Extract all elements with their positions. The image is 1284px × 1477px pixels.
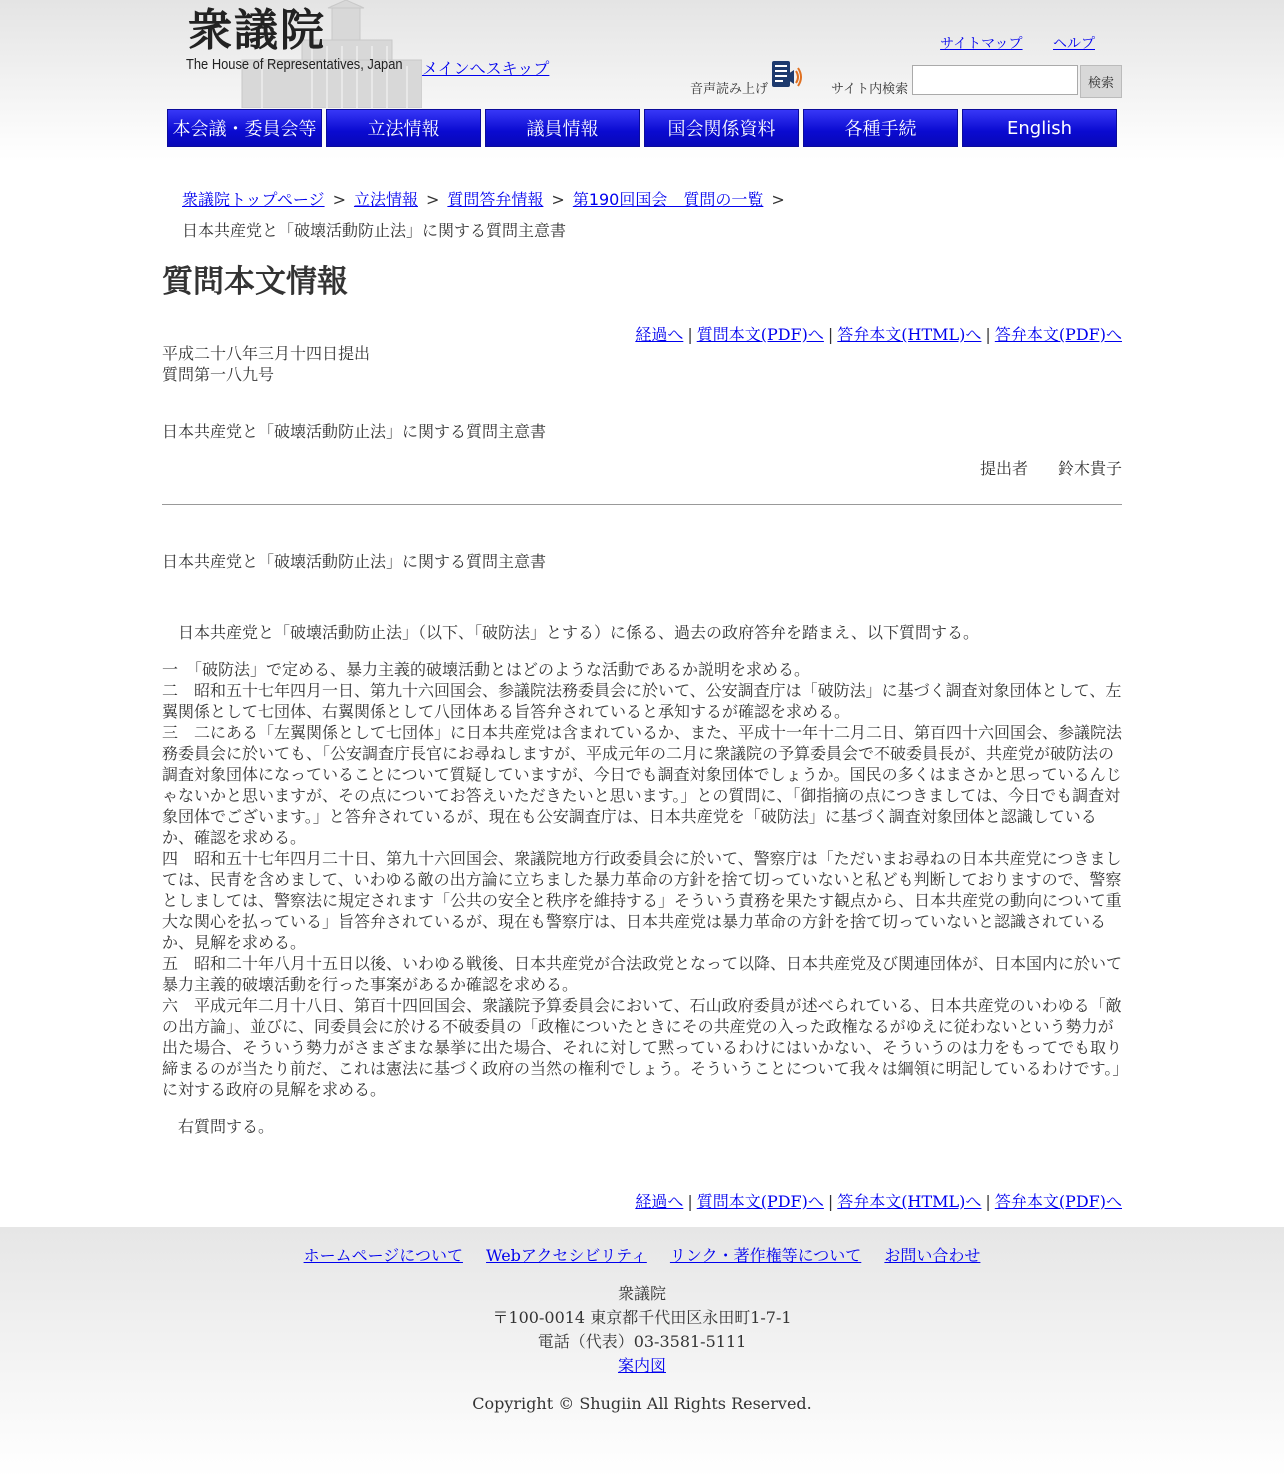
footer-copyright-link[interactable]: リンク・著作権等について <box>669 1246 862 1265</box>
search-label: サイト内検索 <box>831 82 909 97</box>
skip-to-main-link[interactable]: メインへスキップ <box>422 59 550 78</box>
answer-html-link[interactable]: 答弁本文(HTML)へ <box>837 1192 982 1211</box>
nav-legislation[interactable]: 立法情報 <box>326 109 481 147</box>
footer-map-link[interactable]: 案内図 <box>617 1356 666 1375</box>
global-nav <box>167 109 1117 147</box>
breadcrumb-separator: > <box>771 190 785 209</box>
divider <box>162 504 1122 505</box>
nav-members[interactable]: 議員情報 <box>485 109 640 147</box>
footer-address-block <box>0 1282 1284 1378</box>
page-title: 質問本文情報 <box>162 264 348 300</box>
breadcrumb-legislation[interactable]: 立法情報 <box>353 190 418 209</box>
doc-nav-separator: | <box>827 325 834 344</box>
nav-plenary-committee[interactable]: 本会議・委員会等 <box>167 109 322 147</box>
footer-links <box>0 1243 1284 1266</box>
sitemap-link[interactable]: サイトマップ <box>940 36 1023 52</box>
footer-accessibility-link[interactable]: Webアクセシビリティ <box>486 1246 647 1265</box>
footer-about-link[interactable]: ホームページについて <box>303 1246 463 1265</box>
doc-nav-bottom <box>635 1189 1122 1212</box>
answer-html-link[interactable]: 答弁本文(HTML)へ <box>837 325 982 344</box>
doc-nav-top <box>635 322 1122 345</box>
answer-pdf-link[interactable]: 答弁本文(PDF)へ <box>994 325 1122 344</box>
doc-nav-separator: | <box>687 325 693 344</box>
body-title: 日本共産党と「破壊活動防止法」に関する質問主意書 <box>162 552 547 571</box>
question-meta <box>162 343 370 385</box>
logo-japanese: 衆議院 <box>188 5 326 56</box>
footer-contact-link[interactable]: お問い合わせ <box>884 1246 981 1265</box>
progress-link[interactable]: 経過へ <box>635 325 684 344</box>
question-item-2: 二 昭和五十七年四月一日、第九十六回国会、参議院法務委員会に於いて、公安調査庁は「破防法」に基づく調査対象団体として、左翼関係として七団体、右翼関係として八団体ある旨答弁されていると承知するが確認を求める。 <box>162 681 1122 721</box>
question-number: 質問第一八九号 <box>162 365 275 384</box>
site-logo[interactable] <box>182 0 422 108</box>
breadcrumb-top[interactable]: 衆議院トップページ <box>182 190 325 209</box>
logo-english: The House of Representatives, Japan <box>186 56 403 73</box>
body-intro: 日本共産党と「破壊活動防止法」（以下、「破防法」とする）に係る、過去の政府答弁を踏まえ、以下質問する。 <box>178 623 979 642</box>
breadcrumb-current: 日本共産党と「破壊活動防止法」に関する質問主意書 <box>182 221 567 240</box>
question-title: 日本共産党と「破壊活動防止法」に関する質問主意書 <box>162 422 547 441</box>
doc-nav-separator: | <box>687 1192 693 1211</box>
submitter <box>980 456 1122 479</box>
question-item-1: 一 「破防法」で定める、暴力主義的破壊活動とはどのような活動であるか説明を求める。 <box>162 660 811 679</box>
breadcrumb <box>182 184 1102 246</box>
nav-english[interactable]: English <box>962 109 1117 147</box>
nav-procedures[interactable]: 各種手続 <box>803 109 958 147</box>
site-search-input[interactable] <box>912 65 1078 95</box>
submitter-name: 鈴木貴子 <box>1057 459 1122 478</box>
search-button[interactable]: 検索 <box>1080 65 1122 98</box>
breadcrumb-qa[interactable]: 質問答弁情報 <box>447 190 544 209</box>
breadcrumb-separator: > <box>332 190 346 209</box>
utility-links <box>914 33 1095 53</box>
question-body <box>162 622 1122 1137</box>
body-closing: 右質問する。 <box>178 1117 275 1136</box>
footer-address: 〒100-0014 東京都千代田区永田町1-7-1 <box>492 1308 792 1327</box>
breadcrumb-session-list[interactable]: 第190回国会 質問の一覧 <box>572 190 764 209</box>
breadcrumb-separator: > <box>551 190 565 209</box>
submission-date: 平成二十八年三月十四日提出 <box>162 344 371 363</box>
question-item-4: 四 昭和五十七年四月二十日、第九十六回国会、衆議院地方行政委員会に於いて、警察庁は「ただいまお尋ねの日本共産党につきましては、民青を含めまして、いわゆる敵の出方論に立ちました暴力革命の方針を捨て切っていないと私ども判断しておりますので、警察としましては、警察法に規定されます「公共の安全と秩序を維持する」そういう責務を果たす観点から、日本共産党の動向について重大な関心を払っている」旨答弁されているが、現在も警察庁は、日本共産党は暴力革命の方針を捨て切っていないと認識されているか、見解を求める。 <box>162 849 1122 952</box>
question-item-3: 三 二にある「左翼関係として七団体」に日本共産党は含まれているか、また、平成十一年十二月二日、第百四十六回国会、参議院法務委員会に於いても、「公安調査庁長官にお尋ねしますが、平成元年の二月に衆議院の予算委員会で不破委員長が、共産党が破防法の調査対象団体になっていることについて質疑していますが、今日でも調査対象団体でしょうか。国民の多くはまさかと思っているんじゃないかと思いますが、その点についてお答えいただきたいと思います。」との質問に、「御指摘の点につきましては、今日でも調査対象団体でございます。」と答弁されているが、現在も公安調査庁は、日本共産党を「破防法」に基づく調査対象団体と認識しているか、確認を求める。 <box>162 723 1123 847</box>
question-items <box>162 659 1122 1100</box>
question-item-6: 六 平成元年二月十八日、第百十四回国会、衆議院予算委員会において、石山政府委員が述べられている、日本共産党のいわゆる「敵の出方論」、並びに、同委員会に於ける不破委員の「政権についたときにその共産党の入った政権なるがゆえに従わないという勢力が出た場合、そういう勢力がさまざまな暴挙に出た場合、それに対して黙っているわけにはいかない、そういうのは力をもってでも取り締まるのが当たり前だ、これは憲法に基づく政府の当然の権利でしょう。そういうことについて我々は綱領に明記しているわけです。」に対する政府の見解を求める。 <box>162 996 1123 1099</box>
progress-link[interactable]: 経過へ <box>635 1192 684 1211</box>
question-item-5: 五 昭和二十年八月十五日以後、いわゆる戦後、日本共産党が合法政党となって以降、日本共産党及び関連団体が、日本国内に於いて暴力主義的破壊活動を行った事案があるか確認を求める。 <box>162 954 1123 994</box>
question-pdf-link[interactable]: 質問本文(PDF)へ <box>696 1192 824 1211</box>
footer-phone: 電話（代表）03-3581-5111 <box>537 1332 747 1351</box>
question-pdf-link[interactable]: 質問本文(PDF)へ <box>696 325 824 344</box>
answer-pdf-link[interactable]: 答弁本文(PDF)へ <box>994 1192 1122 1211</box>
breadcrumb-separator: > <box>425 190 440 209</box>
footer <box>0 1227 1284 1477</box>
footer-org: 衆議院 <box>617 1284 666 1303</box>
copyright: Copyright © Shugiin All Rights Reserved. <box>472 1394 812 1413</box>
submitter-label: 提出者 <box>979 459 1028 478</box>
voice-reader-label: 音声読み上げ <box>690 82 769 97</box>
doc-nav-separator: | <box>985 1192 991 1211</box>
voice-reader-button[interactable] <box>690 60 805 96</box>
speaker-document-icon <box>770 60 804 94</box>
doc-nav-separator: | <box>827 1192 834 1211</box>
nav-diet-materials[interactable]: 国会関係資料 <box>644 109 799 147</box>
doc-nav-separator: | <box>985 325 991 344</box>
help-link[interactable]: ヘルプ <box>1053 36 1095 52</box>
